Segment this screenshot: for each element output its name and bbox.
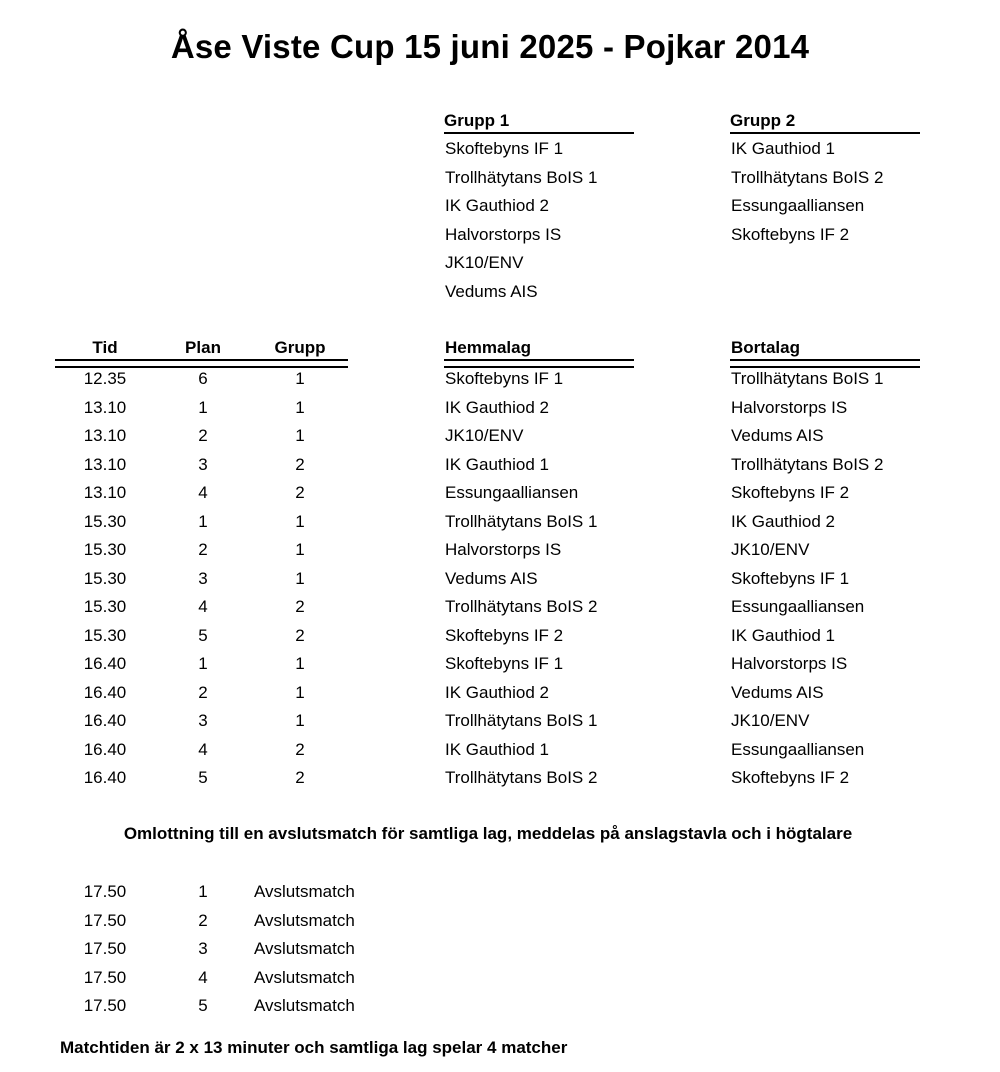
home-team: Skoftebyns IF 2 [445,625,564,645]
match-plan: 3 [198,454,208,474]
group-team: Vedums AIS [445,281,538,301]
final-label: Avslutsmatch [254,996,355,1015]
group-team: Skoftebyns IF 2 [731,224,850,244]
away-team: JK10/ENV [731,711,810,730]
header-underline-hemmalag [444,359,634,368]
home-team: Trollhätytans BoIS 2 [445,768,598,787]
home-team: Halvorstorps IS [445,540,562,559]
match-group: 1 [295,540,305,559]
match-plan: 3 [198,711,208,730]
col-header-plan: Plan [185,338,221,357]
final-plan: 4 [198,967,208,987]
match-time: 15.30 [83,540,127,559]
match-plan: 1 [198,654,208,673]
group-1-heading: Grupp 1 [444,111,634,134]
footer-note: Matchtiden är 2 x 13 minuter och samtliga lag spelar 4 matcher [60,1038,568,1057]
match-plan: 2 [198,540,208,559]
match-group: 1 [295,654,305,673]
match-time: 13.10 [83,426,127,445]
home-team: Trollhätytans BoIS 1 [445,511,598,531]
match-group: 2 [295,768,305,787]
match-plan: 5 [198,625,208,645]
match-time: 15.30 [83,625,127,645]
home-team: JK10/ENV [445,426,524,445]
home-team: Skoftebyns IF 1 [445,369,564,388]
final-time: 17.50 [83,967,127,987]
match-plan: 1 [198,397,208,417]
match-plan: 2 [198,682,208,702]
page-title: Åse Viste Cup 15 juni 2025 - Pojkar 2014 [170,28,810,65]
away-team: Essungaalliansen [731,739,865,759]
home-team: Essungaalliansen [445,483,579,502]
final-label: Avslutsmatch [254,910,355,930]
match-group: 2 [295,625,305,645]
match-plan: 4 [198,739,208,759]
home-team: Trollhätytans BoIS 1 [445,711,598,730]
match-group: 1 [295,369,305,388]
group-team: Trollhätytans BoIS 2 [731,167,884,187]
away-team: Essungaalliansen [731,597,865,616]
away-team: Vedums AIS [731,682,824,702]
match-plan: 3 [198,568,208,588]
match-group: 2 [295,483,305,502]
match-group: 2 [295,597,305,616]
group-team: Skoftebyns IF 1 [445,139,564,158]
final-label: Avslutsmatch [254,939,355,958]
match-group: 1 [295,682,305,702]
match-time: 15.30 [83,568,127,588]
final-time: 17.50 [83,882,127,901]
match-time: 16.40 [83,768,127,787]
match-time: 12.35 [83,369,127,388]
match-group: 1 [295,568,305,588]
away-team: Trollhätytans BoIS 2 [731,454,884,474]
home-team: IK Gauthiod 1 [445,454,549,474]
final-time: 17.50 [83,910,127,930]
final-label: Avslutsmatch [254,967,355,987]
match-time: 16.40 [83,711,127,730]
away-team: IK Gauthiod 2 [731,511,835,531]
final-plan: 1 [198,882,208,901]
away-team: JK10/ENV [731,540,810,559]
header-underline-bortalag [730,359,920,368]
away-team: Halvorstorps IS [731,654,848,673]
match-time: 15.30 [83,597,127,616]
away-team: Vedums AIS [731,426,824,445]
match-plan: 1 [198,511,208,531]
final-time: 17.50 [83,996,127,1015]
final-plan: 2 [198,910,208,930]
match-time: 13.10 [83,454,127,474]
header-underline-left [55,359,348,368]
final-plan: 3 [198,939,208,958]
home-team: IK Gauthiod 2 [445,682,549,702]
match-time: 15.30 [83,511,127,531]
away-team: Skoftebyns IF 1 [731,568,850,588]
home-team: IK Gauthiod 1 [445,739,549,759]
final-label: Avslutsmatch [254,882,355,901]
away-team: Skoftebyns IF 2 [731,768,850,787]
match-group: 2 [295,739,305,759]
group-team: IK Gauthiod 2 [445,196,549,215]
match-plan: 4 [198,597,208,616]
match-plan: 4 [198,483,208,502]
match-time: 13.10 [83,397,127,417]
group-team: Essungaalliansen [731,196,865,215]
away-team: Skoftebyns IF 2 [731,483,850,502]
group-team: Halvorstorps IS [445,224,562,244]
home-team: IK Gauthiod 2 [445,397,549,417]
col-header-tid: Tid [92,338,118,357]
col-header-hemmalag: Hemmalag [445,338,531,357]
match-time: 16.40 [83,739,127,759]
match-time: 13.10 [83,483,127,502]
match-group: 2 [295,454,305,474]
away-team: Trollhätytans BoIS 1 [731,369,884,388]
group-team: IK Gauthiod 1 [731,139,835,158]
col-header-bortalag: Bortalag [731,338,800,357]
home-team: Trollhätytans BoIS 2 [445,597,598,616]
final-time: 17.50 [83,939,127,958]
group-team: Trollhätytans BoIS 1 [445,167,598,187]
group-2-heading: Grupp 2 [730,111,920,134]
match-group: 1 [295,397,305,417]
match-plan: 6 [198,369,208,388]
home-team: Skoftebyns IF 1 [445,654,564,673]
match-time: 16.40 [83,654,127,673]
lottery-note: Omlottning till en avslutsmatch för samtliga lag, meddelas på anslagstavla och i högtalare [123,824,853,843]
match-group: 1 [295,511,305,531]
match-plan: 2 [198,426,208,445]
group-team: JK10/ENV [445,253,524,272]
home-team: Vedums AIS [445,568,538,588]
match-time: 16.40 [83,682,127,702]
away-team: IK Gauthiod 1 [731,625,835,645]
final-plan: 5 [198,996,208,1015]
col-header-grupp: Grupp [274,338,326,357]
match-group: 1 [295,426,305,445]
away-team: Halvorstorps IS [731,397,848,417]
match-group: 1 [295,711,305,730]
match-plan: 5 [198,768,208,787]
